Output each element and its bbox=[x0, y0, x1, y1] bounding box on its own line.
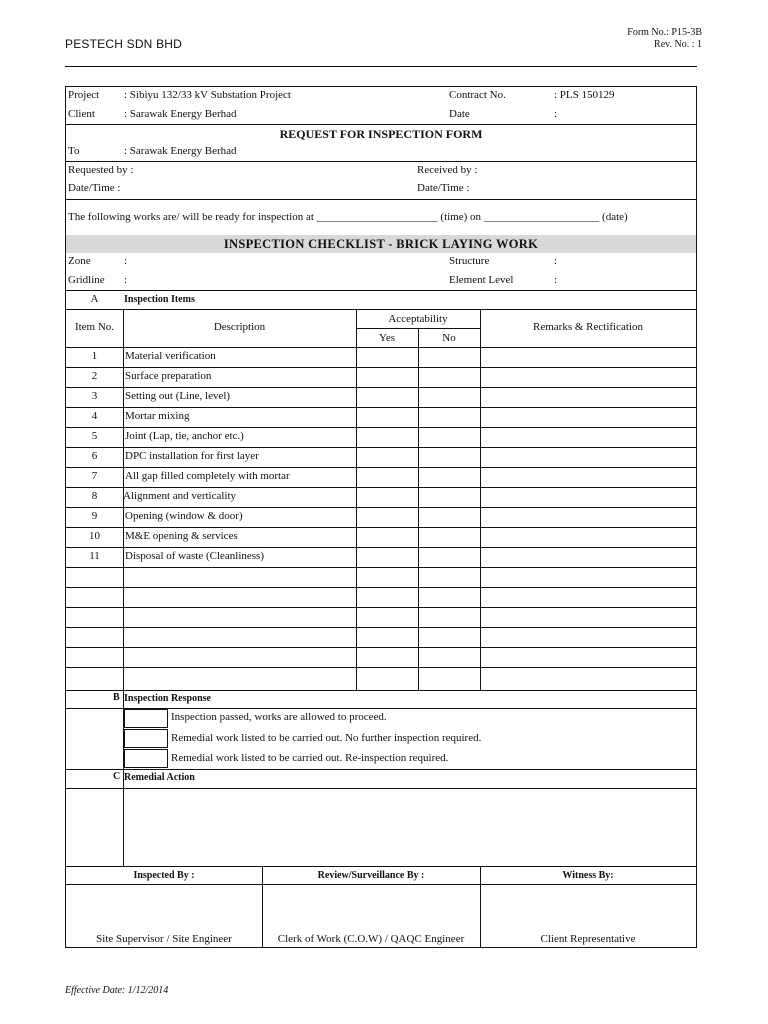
contract-value: : PLS 150129 bbox=[554, 89, 615, 101]
no-cell[interactable] bbox=[419, 548, 479, 566]
date-value: : bbox=[554, 108, 558, 120]
col-description: Description bbox=[213, 321, 266, 333]
datetime-right-label: Date/Time : bbox=[417, 182, 470, 194]
no-cell[interactable] bbox=[419, 348, 479, 366]
table-row bbox=[66, 587, 696, 607]
col-divider bbox=[356, 309, 357, 690]
table-row bbox=[66, 627, 696, 647]
review-by-label: Review/Surveillance By : bbox=[317, 870, 425, 881]
no-cell[interactable] bbox=[419, 388, 479, 406]
yes-cell[interactable] bbox=[357, 588, 417, 606]
header-divider bbox=[65, 66, 697, 67]
col-no: No bbox=[442, 332, 456, 344]
col-item-no: Item No. bbox=[74, 321, 115, 333]
table-row bbox=[66, 507, 696, 527]
remarks-cell[interactable] bbox=[481, 568, 695, 586]
divider bbox=[66, 161, 696, 162]
no-cell[interactable] bbox=[419, 488, 479, 506]
no-cell[interactable] bbox=[419, 528, 479, 546]
table-row bbox=[66, 387, 696, 407]
yes-cell[interactable] bbox=[357, 548, 417, 566]
table-row bbox=[66, 447, 696, 467]
divider bbox=[66, 884, 696, 885]
yes-cell[interactable] bbox=[357, 388, 417, 406]
date-label: Date bbox=[449, 108, 470, 120]
no-cell[interactable] bbox=[419, 508, 479, 526]
divider bbox=[66, 866, 696, 867]
table-row bbox=[66, 427, 696, 447]
no-cell[interactable] bbox=[419, 408, 479, 426]
response-option-3: Remedial work listed to be carried out. Re-inspection required. bbox=[171, 752, 449, 764]
yes-cell[interactable] bbox=[357, 368, 417, 386]
contract-label: Contract No. bbox=[449, 89, 506, 101]
response-checkbox-1[interactable] bbox=[124, 709, 168, 728]
received-by-label: Received by : bbox=[417, 164, 478, 176]
divider bbox=[66, 124, 696, 125]
item-number: 2 bbox=[91, 370, 98, 382]
no-cell[interactable] bbox=[419, 608, 479, 626]
section-b-title: Inspection Response bbox=[124, 693, 211, 704]
yes-cell[interactable] bbox=[357, 508, 417, 526]
revision-number: Rev. No. : 1 bbox=[654, 39, 702, 50]
remarks-cell[interactable] bbox=[481, 388, 695, 406]
table-row bbox=[66, 347, 696, 367]
project-label: Project bbox=[68, 89, 100, 101]
inspection-form bbox=[65, 86, 697, 948]
item-description: Opening (window & door) bbox=[125, 510, 243, 522]
section-a-letter: A bbox=[90, 293, 99, 305]
remarks-cell[interactable] bbox=[481, 608, 695, 626]
datetime-left-label: Date/Time : bbox=[68, 182, 121, 194]
col-divider bbox=[480, 309, 481, 690]
table-row bbox=[66, 487, 696, 507]
checklist-title: INSPECTION CHECKLIST - BRICK LAYING WORK bbox=[223, 237, 539, 251]
zone-colon: : bbox=[124, 255, 128, 267]
remarks-cell[interactable] bbox=[481, 488, 695, 506]
item-description: Joint (Lap, tie, anchor etc.) bbox=[125, 430, 244, 442]
table-row bbox=[66, 527, 696, 547]
form-number-block bbox=[627, 27, 702, 51]
remedial-action-field[interactable] bbox=[124, 789, 695, 865]
item-number: 11 bbox=[89, 550, 100, 562]
requested-by-label: Requested by : bbox=[68, 164, 134, 176]
remarks-cell[interactable] bbox=[481, 468, 695, 486]
yes-cell[interactable] bbox=[357, 648, 417, 666]
no-cell[interactable] bbox=[419, 648, 479, 666]
table-row bbox=[66, 567, 696, 587]
client-label: Client bbox=[68, 108, 95, 120]
remarks-cell[interactable] bbox=[481, 368, 695, 386]
yes-cell[interactable] bbox=[357, 448, 417, 466]
col-acceptability: Acceptability bbox=[388, 313, 448, 325]
divider bbox=[66, 199, 696, 200]
no-cell[interactable] bbox=[419, 668, 479, 686]
gridline-colon: : bbox=[124, 274, 128, 286]
yes-cell[interactable] bbox=[357, 468, 417, 486]
ready-statement: The following works are/ will be ready for inspection at ______________________ (time) on _____________________ (date) bbox=[68, 211, 628, 223]
gridline-label: Gridline bbox=[68, 274, 105, 286]
response-option-1: Inspection passed, works are allowed to proceed. bbox=[171, 711, 387, 723]
no-cell[interactable] bbox=[419, 568, 479, 586]
col-divider bbox=[418, 328, 419, 690]
divider bbox=[66, 309, 696, 310]
zone-label: Zone bbox=[68, 255, 91, 267]
witness-by-label: Witness By: bbox=[562, 870, 614, 881]
item-description: Material verification bbox=[125, 350, 216, 362]
request-form-title: REQUEST FOR INSPECTION FORM bbox=[279, 127, 483, 141]
client-representative-label: Client Representative bbox=[540, 933, 636, 945]
response-checkbox-2[interactable] bbox=[124, 729, 168, 748]
item-description: DPC installation for first layer bbox=[125, 450, 259, 462]
company-name: PESTECH SDN BHD bbox=[65, 37, 183, 51]
item-description: Surface preparation bbox=[125, 370, 212, 382]
item-description: M&E opening & services bbox=[125, 530, 238, 542]
item-description: Alignment and verticality bbox=[123, 490, 237, 502]
project-value: : Sibiyu 132/33 kV Substation Project bbox=[124, 89, 291, 101]
table-row bbox=[66, 647, 696, 667]
table-row bbox=[66, 467, 696, 487]
structure-colon: : bbox=[554, 255, 558, 267]
client-signature-line bbox=[480, 947, 696, 948]
no-cell[interactable] bbox=[419, 468, 479, 486]
item-number: 4 bbox=[91, 410, 98, 422]
remarks-cell[interactable] bbox=[481, 428, 695, 446]
section-a-title: Inspection Items bbox=[124, 294, 195, 305]
table-row bbox=[66, 547, 696, 567]
effective-date: Effective Date: 1/12/2014 bbox=[65, 985, 169, 996]
remarks-cell[interactable] bbox=[481, 548, 695, 566]
item-description: Disposal of waste (Cleanliness) bbox=[125, 550, 264, 562]
item-number: 9 bbox=[91, 510, 98, 522]
item-number: 7 bbox=[91, 470, 98, 482]
yes-cell[interactable] bbox=[357, 608, 417, 626]
no-cell[interactable] bbox=[419, 628, 479, 646]
remarks-cell[interactable] bbox=[481, 628, 695, 646]
section-c-letter: C bbox=[113, 771, 121, 782]
section-b-letter: B bbox=[113, 692, 120, 703]
inspected-by-label: Inspected By : bbox=[133, 870, 195, 881]
site-supervisor-label: Site Supervisor / Site Engineer bbox=[96, 933, 232, 945]
to-label: To bbox=[68, 145, 80, 157]
remarks-cell[interactable] bbox=[481, 348, 695, 366]
yes-cell[interactable] bbox=[357, 568, 417, 586]
remarks-cell[interactable] bbox=[481, 448, 695, 466]
clerk-of-work-label: Clerk of Work (C.O.W) / QAQC Engineer bbox=[277, 933, 465, 945]
remarks-cell[interactable] bbox=[481, 508, 695, 526]
divider bbox=[66, 769, 696, 770]
structure-label: Structure bbox=[449, 255, 490, 267]
divider bbox=[66, 690, 696, 691]
table-row bbox=[66, 607, 696, 627]
item-description: All gap filled completely with mortar bbox=[125, 470, 290, 482]
table-row bbox=[66, 407, 696, 427]
divider bbox=[66, 290, 696, 291]
col-remarks: Remarks & Rectification bbox=[533, 321, 643, 333]
response-option-2: Remedial work listed to be carried out. No further inspection required. bbox=[171, 732, 482, 744]
item-number: 3 bbox=[91, 390, 98, 402]
element-level-label: Element Level bbox=[449, 274, 514, 286]
yes-cell[interactable] bbox=[357, 348, 417, 366]
section-c-title: Remedial Action bbox=[124, 772, 195, 783]
yes-cell[interactable] bbox=[357, 408, 417, 426]
yes-cell[interactable] bbox=[357, 528, 417, 546]
yes-cell[interactable] bbox=[357, 488, 417, 506]
col-divider bbox=[123, 309, 124, 690]
remarks-cell[interactable] bbox=[481, 408, 695, 426]
remarks-cell[interactable] bbox=[481, 528, 695, 546]
item-description: Setting out (Line, level) bbox=[125, 390, 231, 402]
table-row bbox=[66, 367, 696, 387]
item-number: 10 bbox=[89, 530, 100, 542]
col-yes: Yes bbox=[378, 332, 395, 344]
form-number: Form No.: P15-3B bbox=[627, 27, 702, 38]
item-number: 8 bbox=[91, 490, 98, 502]
response-checkbox-3[interactable] bbox=[124, 749, 168, 768]
no-cell[interactable] bbox=[419, 368, 479, 386]
yes-cell[interactable] bbox=[357, 668, 417, 686]
client-value: : Sarawak Energy Berhad bbox=[124, 108, 237, 120]
yes-cell[interactable] bbox=[357, 628, 417, 646]
item-number: 6 bbox=[91, 450, 98, 462]
item-description: Mortar mixing bbox=[125, 410, 190, 422]
yes-cell[interactable] bbox=[357, 428, 417, 446]
no-cell[interactable] bbox=[419, 588, 479, 606]
remarks-cell[interactable] bbox=[481, 668, 695, 686]
no-cell[interactable] bbox=[419, 428, 479, 446]
to-value: : Sarawak Energy Berhad bbox=[124, 145, 237, 157]
element-level-colon: : bbox=[554, 274, 558, 286]
item-number: 1 bbox=[91, 350, 98, 362]
table-row bbox=[66, 667, 696, 687]
item-number: 5 bbox=[91, 430, 98, 442]
no-cell[interactable] bbox=[419, 448, 479, 466]
remarks-cell[interactable] bbox=[481, 648, 695, 666]
remarks-cell[interactable] bbox=[481, 588, 695, 606]
